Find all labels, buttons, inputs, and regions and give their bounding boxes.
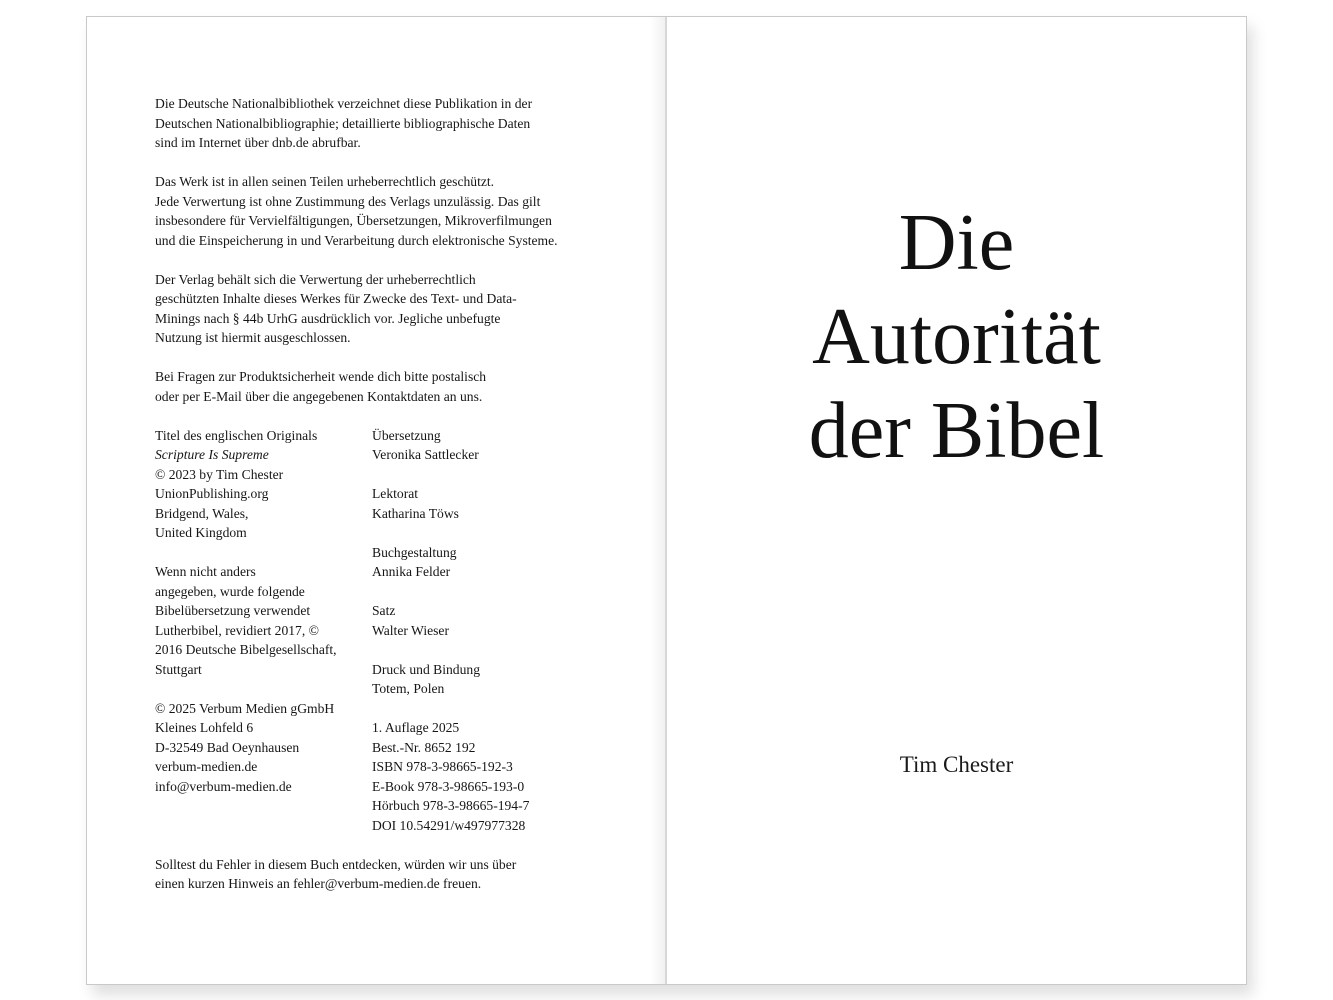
- text-line: Die Deutsche Nationalbibliothek verzeichnet diese Publikation in der Deutschen Nationalbibliographie; detaillierte bibliographische Daten sind im Internet über dnb.de abrufbar.: [155, 96, 533, 150]
- original-line: © 2023 by Tim Chester: [155, 466, 284, 482]
- credit-block: [372, 426, 602, 465]
- original-heading: Titel des englischen Originals: [155, 427, 318, 443]
- bible-heading-line: angegeben, wurde folgende: [155, 583, 305, 599]
- imprint-paragraph-safety: [155, 367, 615, 406]
- imprint-closing-note: [155, 855, 615, 894]
- book-author: Tim Chester: [899, 752, 1014, 777]
- bible-line: Stuttgart: [155, 661, 202, 677]
- credit-name: Veronika Sattlecker: [372, 447, 479, 462]
- book-title: [667, 196, 1246, 478]
- book-title-line: Autorität: [812, 292, 1101, 381]
- credit-name: Totem, Polen: [372, 681, 445, 696]
- publisher-line: Kleines Lohfeld 6: [155, 720, 254, 735]
- credit-name: Annika Felder: [372, 564, 451, 579]
- imprint-paragraph-dnb: [155, 94, 615, 153]
- bible-line: Lutherbibel, revidiert 2017, ©: [155, 622, 319, 638]
- bible-heading-line: Bibelübersetzung verwendet: [155, 603, 311, 618]
- publisher-email: info@verbum-medien.de: [155, 778, 292, 794]
- publisher-line: © 2025 Verbum Medien gGmbH: [155, 700, 335, 716]
- credit-role: Buchgestaltung: [372, 544, 457, 560]
- credit-block: [372, 601, 602, 640]
- publisher-block: [155, 699, 372, 797]
- credit-role: Übersetzung: [372, 427, 441, 443]
- edition-line: 1. Auflage 2025: [372, 720, 460, 735]
- doi-line: DOI 10.54291/w497977328: [372, 817, 526, 833]
- credit-block: [372, 660, 602, 699]
- text-line: Das Werk ist in allen seinen Teilen urheberrechtlich geschützt. Jede Verwertung ist ohne Zustimmung des Verlags unzulässig. Das gilt insbesondere für Vervielfältigungen, Übersetzungen, Mikroverfilmungen und die Einspeicherung in und Verarbeitung durch elektronische Systeme.: [155, 174, 558, 248]
- text-line: Der Verlag behält sich die Verwertung der urheberrechtlich geschützten Inhalte dieses Werkes für Zwecke des Text- und Data- Minings nach § 44b UrhG ausdrücklich vor. Jegliche unbefugte Nutzung ist hiermit ausgeschlossen.: [155, 271, 517, 345]
- book-title-line: der Bibel: [808, 386, 1105, 475]
- book-title-line: Die: [898, 198, 1015, 287]
- bible-heading-line: Wenn nicht anders: [155, 564, 256, 579]
- credit-name: Walter Wieser: [372, 622, 449, 638]
- imprint-column-right: [372, 426, 602, 836]
- bible-line: 2016 Deutsche Bibelgesellschaft,: [155, 642, 337, 657]
- edition-block: [372, 718, 602, 835]
- order-number: Best.-Nr. 8652 192: [372, 739, 476, 755]
- credit-name: Katharina Töws: [372, 505, 459, 521]
- book-spread: [86, 16, 1247, 985]
- imprint-page: [87, 17, 665, 984]
- ebook-isbn-line: E-Book 978-3-98665-193-0: [372, 778, 525, 794]
- text-line: Bei Fragen zur Produktsicherheit wende dich bitte postalisch oder per E-Mail über die angegebenen Kontaktdaten an uns.: [155, 369, 487, 404]
- original-title-block: [155, 426, 372, 543]
- bible-translation-block: [155, 562, 372, 679]
- credit-role: Druck und Bindung: [372, 661, 480, 677]
- publisher-line: D-32549 Bad Oeynhausen: [155, 739, 300, 755]
- original-line: Bridgend, Wales,: [155, 505, 249, 521]
- imprint-columns: [155, 426, 615, 836]
- imprint-text: [155, 94, 615, 913]
- imprint-paragraph-tdm: [155, 270, 615, 348]
- original-line: United Kingdom: [155, 525, 247, 540]
- imprint-column-left: [155, 426, 372, 836]
- audiobook-isbn-line: Hörbuch 978-3-98665-194-7: [372, 798, 530, 813]
- credit-role: Satz: [372, 603, 396, 618]
- imprint-paragraph-copyright: [155, 172, 615, 250]
- credit-block: [372, 484, 602, 523]
- publisher-website: verbum-medien.de: [155, 759, 258, 774]
- text-line: Solltest du Fehler in diesem Buch entdecken, würden wir uns über einen kurzen Hinweis an fehler@verbum-medien.de freuen.: [155, 856, 517, 891]
- title-page: [667, 17, 1246, 984]
- original-line: UnionPublishing.org: [155, 486, 269, 501]
- credit-block: [372, 543, 602, 582]
- credit-role: Lektorat: [372, 486, 419, 501]
- original-title: Scripture Is Supreme: [155, 447, 269, 462]
- isbn-line: ISBN 978-3-98665-192-3: [372, 759, 513, 774]
